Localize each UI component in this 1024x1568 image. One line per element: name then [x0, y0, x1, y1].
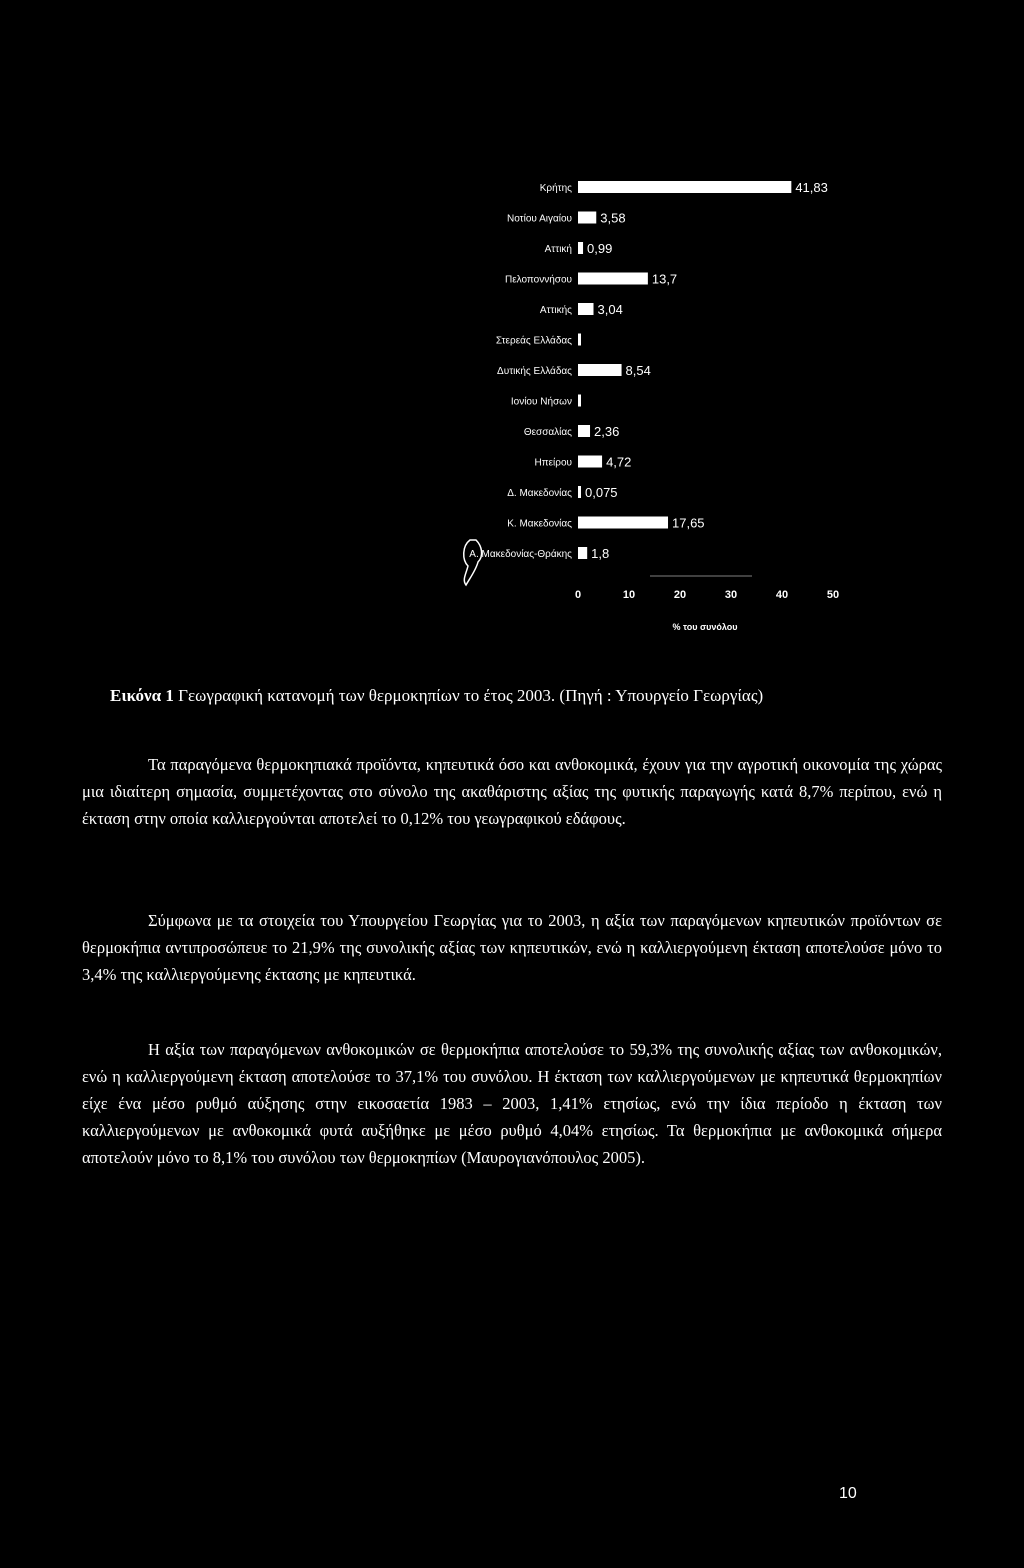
category-label: Δυτικής Ελλάδας — [497, 366, 572, 377]
bar — [578, 425, 590, 437]
bar — [578, 273, 648, 285]
caption-label: Εικόνα 1 — [110, 686, 174, 705]
data-label: 0,99 — [587, 241, 613, 256]
bar — [578, 242, 583, 254]
caption-text: Γεωγραφική κατανομή των θερμοκηπίων το έτος 2003. (Πηγή : Υπουργείο Γεωργίας) — [173, 686, 764, 705]
category-label: Ιονίου Νήσων — [510, 396, 572, 408]
paragraph: Η αξία των παραγόμενων ανθοκομικών σε θερμοκήπια αποτελούσε το 59,3% της συνολικής αξίας των ανθοκομικών, ενώ η καλλιεργούμενη έκταση αποτελούσε το 37,1% του συνόλου. Η έκταση των καλλιεργούμενων με κηπευτικά θερμοκηπίων είχε ένα μέσο ρυθμό αύξησης στην εικοσαετία 1983 – 2003, 1,41% ετησίως, ενώ την ίδια περίοδο η έκταση των καλλιεργούμενων με ανθοκομικά φυτά αυξήθηκε με μέσο ρυθμό 4,04% ετησίως. Τα θερμοκήπια με ανθοκομικά σήμερα αποτελούν μόνο το 8,1% του συνόλου των θερμοκηπίων (Μαυρογιανόπουλος 2005). — [82, 1040, 942, 1167]
category-label: Αττικής — [539, 305, 572, 316]
x-axis-title: % του συνόλου — [672, 622, 738, 632]
data-label: 13,7 — [651, 271, 678, 287]
bar — [578, 547, 587, 559]
data-label: 17,65 — [672, 515, 705, 531]
category-label: Κ. Μακεδονίας — [507, 518, 572, 530]
paragraph: Τα παραγόμενα θερμοκηπιακά προϊόντα, κηπευτικά όσο και ανθοκομικά, έχουν για την αγροτική οικονομία της χώρας μια ιδιαίτερη σημασία, συμμετέχοντας στο σύνολο της ακαθάριστης αξίας της φυτικής παραγωγής κατά 8,7% περίπου, ενώ η έκταση στην οποία καλλιεργούνται αποτελεί το 0,12% του γεωγραφικού εδάφους. — [82, 755, 942, 828]
map-outline-icon — [464, 540, 482, 585]
data-label: 3,58 — [600, 210, 626, 226]
x-tick-label: 50 — [826, 589, 840, 601]
bar — [578, 181, 791, 193]
data-label: 1,8 — [591, 546, 610, 561]
x-tick-label: 30 — [724, 589, 738, 601]
bar — [578, 486, 581, 498]
category-label: Αττική — [544, 244, 572, 255]
data-label: 0,075 — [585, 485, 618, 500]
data-label: 2,36 — [594, 424, 620, 439]
category-label: Νοτίου Αιγαίου — [507, 213, 572, 225]
bar-chart — [0, 0, 1024, 660]
bar — [578, 364, 622, 376]
page-number: 10 — [839, 1485, 857, 1502]
x-tick-label: 40 — [775, 589, 789, 601]
category-label: Α. Μακεδονίας-Θράκης — [469, 549, 572, 560]
data-label: 3,04 — [597, 302, 623, 317]
category-label: Πελοποννήσου — [504, 274, 572, 286]
data-label: 8,54 — [625, 363, 651, 378]
category-label: Στερεάς Ελλάδας — [495, 335, 572, 347]
x-tick-label: 10 — [622, 589, 636, 601]
bar — [578, 395, 581, 407]
figure-caption — [110, 686, 910, 706]
category-label: Ηπείρου — [534, 457, 572, 469]
bar — [578, 517, 668, 529]
bar — [578, 456, 602, 468]
category-label: Δ. Μακεδονίας — [507, 488, 572, 499]
paragraph: Σύμφωνα με τα στοιχεία του Υπουργείου Γεωργίας για το 2003, η αξία των παραγόμενων κηπευτικών προϊόντων σε θερμοκήπια αντιπροσώπευε το 21,9% της συνολικής αξίας των κηπευτικών, ενώ η καλλιεργούμενη έκταση αποτελούσε μόνο το 3,4% της καλλιεργούμενης έκτασης με κηπευτικά. — [82, 911, 942, 984]
data-label: 41,83 — [795, 180, 828, 195]
data-label: 4,72 — [606, 454, 632, 470]
bar — [578, 212, 596, 224]
bar — [578, 334, 581, 346]
bar — [578, 303, 594, 315]
x-tick-label: 0 — [574, 589, 582, 601]
x-tick-label: 20 — [673, 589, 687, 601]
category-label: Κρήτης — [539, 183, 572, 194]
category-label: Θεσσαλίας — [523, 427, 572, 438]
